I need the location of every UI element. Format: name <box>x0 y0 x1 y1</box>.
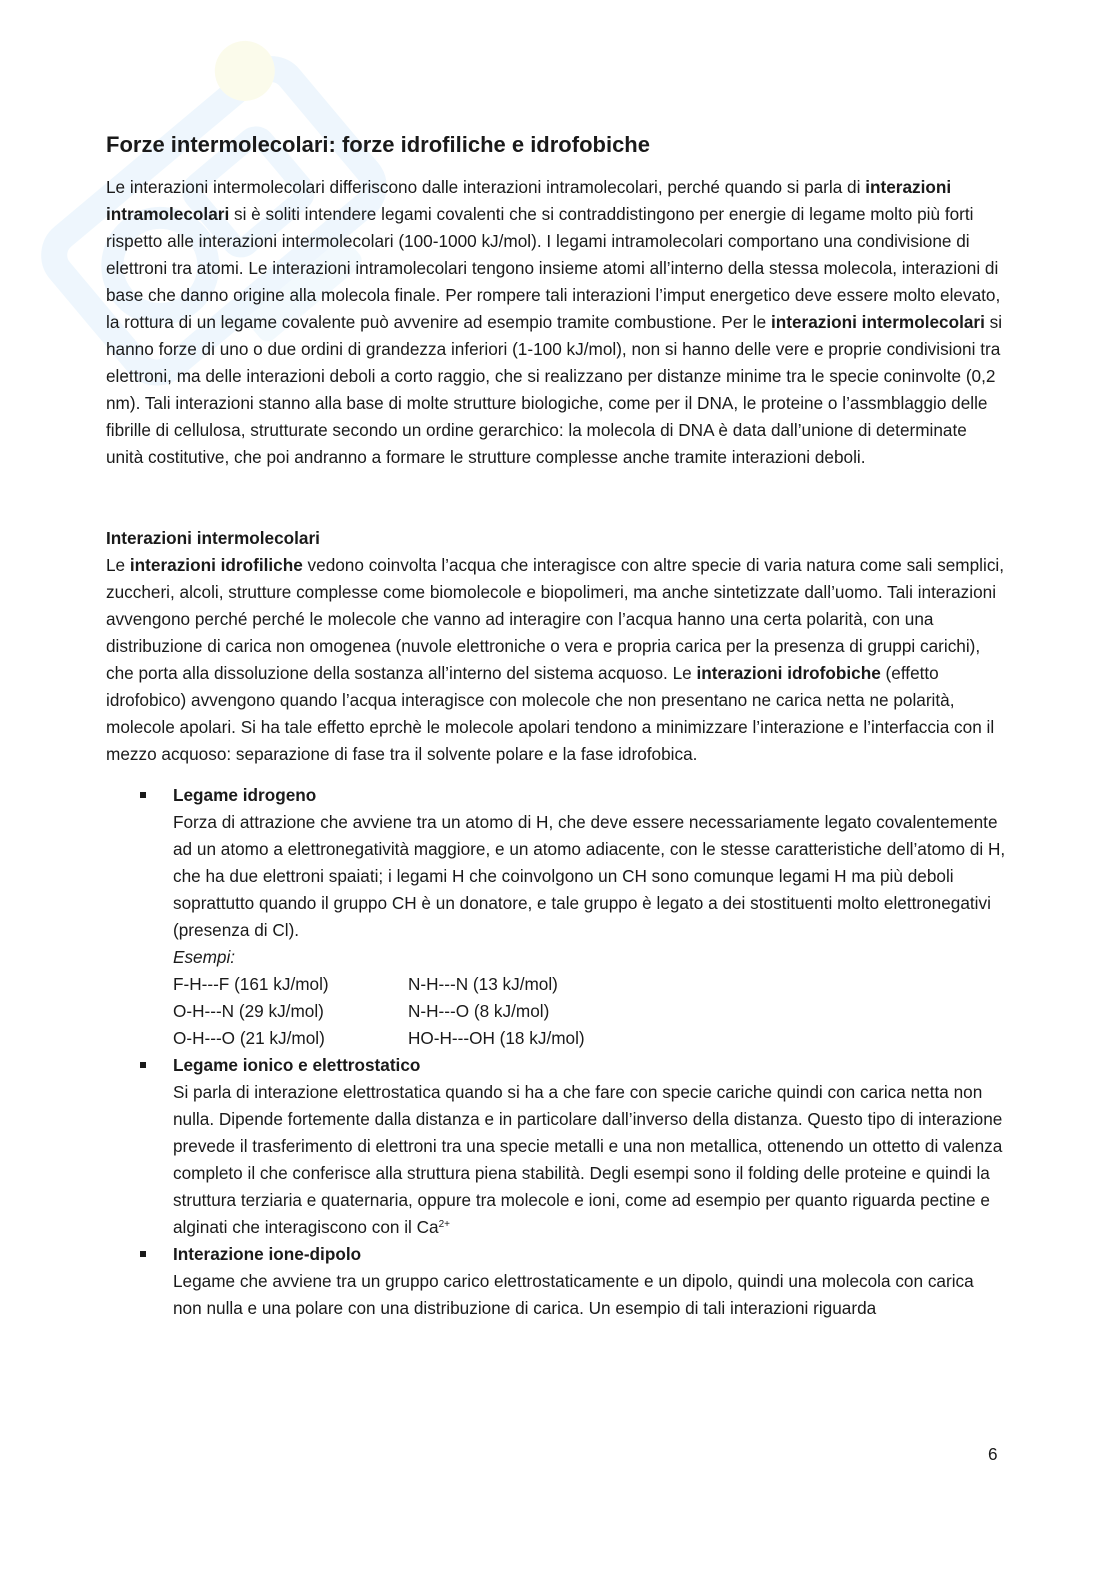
item-text: Forza di attrazione che avviene tra un atomo di H, che deve essere necessariamente legato covalentemente ad un atomo a elettronegatività maggiore, e un atomo adiacente, con le stesse caratteristiche dell’atomo di H, che ha due elettroni spaiati; i legami H che coinvolgono un CH sono comunque legami H ma più deboli soprattutto quando il gruppo CH è un donatore, e tale gruppo è legato a dei stostituenti molto elettronegativi (presenza di Cl). <box>173 812 1006 940</box>
item-title: Interazione ione-dipolo <box>173 1244 362 1264</box>
list-item <box>106 1241 1006 1322</box>
item-text: Legame che avviene tra un gruppo carico elettrostaticamente e un dipolo, quindi una molecola con carica non nulla e una polare con una distribuzione di carica. Un esempio di tali interazioni riguarda <box>173 1271 974 1318</box>
item-title: Legame idrogeno <box>173 785 317 805</box>
example-row: O-H---O (21 kJ/mol) HO-H---OH (18 kJ/mol) <box>173 1028 585 1048</box>
example-row: F-H---F (161 kJ/mol) N-H---N (13 kJ/mol) <box>173 974 558 994</box>
section-title: Interazioni intermolecolari <box>106 528 320 548</box>
square-bullet-icon <box>140 792 146 798</box>
examples-label: Esempi: <box>173 947 236 967</box>
document-body <box>106 130 1006 1322</box>
section-paragraph: Le interazioni idrofiliche vedono coinvolta l’acqua che interagisce con altre specie di varia natura come sali semplici, zuccheri, alcoli, strutture complesse come biomolecole e biopolimeri, ma anche sintetizzate dall’uomo. Tali interazioni avvengono perché perché le molecole che vanno ad interagire con l’acqua hanno una certa polarità, con una distribuzione di carica non omogenea (nuvole elettroniche o vera e propria carica per la presenza di gruppi carichi), che porta alla dissoluzione della sostanza all’interno del sistema acquoso. Le interazioni idrofobiche (effetto idrofobico) avvengono quando l’acqua interagisce con molecole che non presentano ne carica netta ne polarità, molecole apolari. Si ha tale effetto eprchè le molecole apolari tendono a minimizzare l’interazione e l’interfaccia con il mezzo acquoso: separazione di fase tra il solvente polare e la fase idrofobica. <box>106 555 1005 764</box>
bullet-list <box>106 782 1006 1322</box>
example-row: O-H---N (29 kJ/mol) N-H---O (8 kJ/mol) <box>173 1001 550 1021</box>
intro-paragraph: Le interazioni intermolecolari differiscono dalle interazioni intramolecolari, perché quando si parla di interazioni intramolecolari si è soliti intendere legami covalenti che si contraddistingono per energie di legame molto più forti rispetto alle interazioni intermolecolari (100-1000 kJ/mol). I legami intramolecolari comportano una condivisione di elettroni tra atomi. Le interazioni intramolecolari tengono insieme atomi all’interno della stessa molecola, interazioni di base che danno origine alla molecola finale. Per rompere tali interazioni l’imput energetico deve essere molto elevato, la rottura di un legame covalente può avvenire ad esempio tramite combustione. Per le interazioni intermolecolari si hanno forze di uno o due ordini di grandezza inferiori (1-100 kJ/mol), non si hanno delle vere e proprie condivisioni tra elettroni, ma delle interazioni deboli a corto raggio, che si realizzano per distanze minime tra le specie coninvolte (0,2 nm). Tali interazioni stanno alla base di molte strutture biologiche, come per il DNA, le proteine o l’assmblaggio delle fibrille di cellulosa, strutturate secondo un ordine gerarchico: la molecola di DNA è data dall’unione di determinate unità costitutive, che poi andranno a formare le strutture complesse anche tramite interazioni deboli. <box>106 177 1003 467</box>
page-title: Forze intermolecolari: forze idrofiliche e idrofobiche <box>106 132 650 157</box>
square-bullet-icon <box>140 1062 146 1068</box>
list-item <box>106 782 1006 1052</box>
page-number: 6 <box>988 1444 998 1464</box>
item-title: Legame ionico e elettrostatico <box>173 1055 421 1075</box>
item-text: Si parla di interazione elettrostatica quando si ha a che fare con specie cariche quindi con carica netta non nulla. Dipende fortemente dalla distanza e in particolare dall’inverso della distanza. Questo tipo di interazione prevede il trasferimento di elettroni tra una specie metalli e una non metallica, ottenendo un ottetto di valenza completo il che conferisce alla struttura piena stabilità. Degli esempi sono il folding delle proteine e quindi la struttura terziaria e quaternaria, oppure tra molecole e ioni, come ad esempio per quanto riguarda pectine e alginati che interagiscono con il $Ca^{2+}$ <box>173 1082 1003 1237</box>
square-bullet-icon <box>140 1251 146 1257</box>
list-item <box>106 1052 1006 1241</box>
